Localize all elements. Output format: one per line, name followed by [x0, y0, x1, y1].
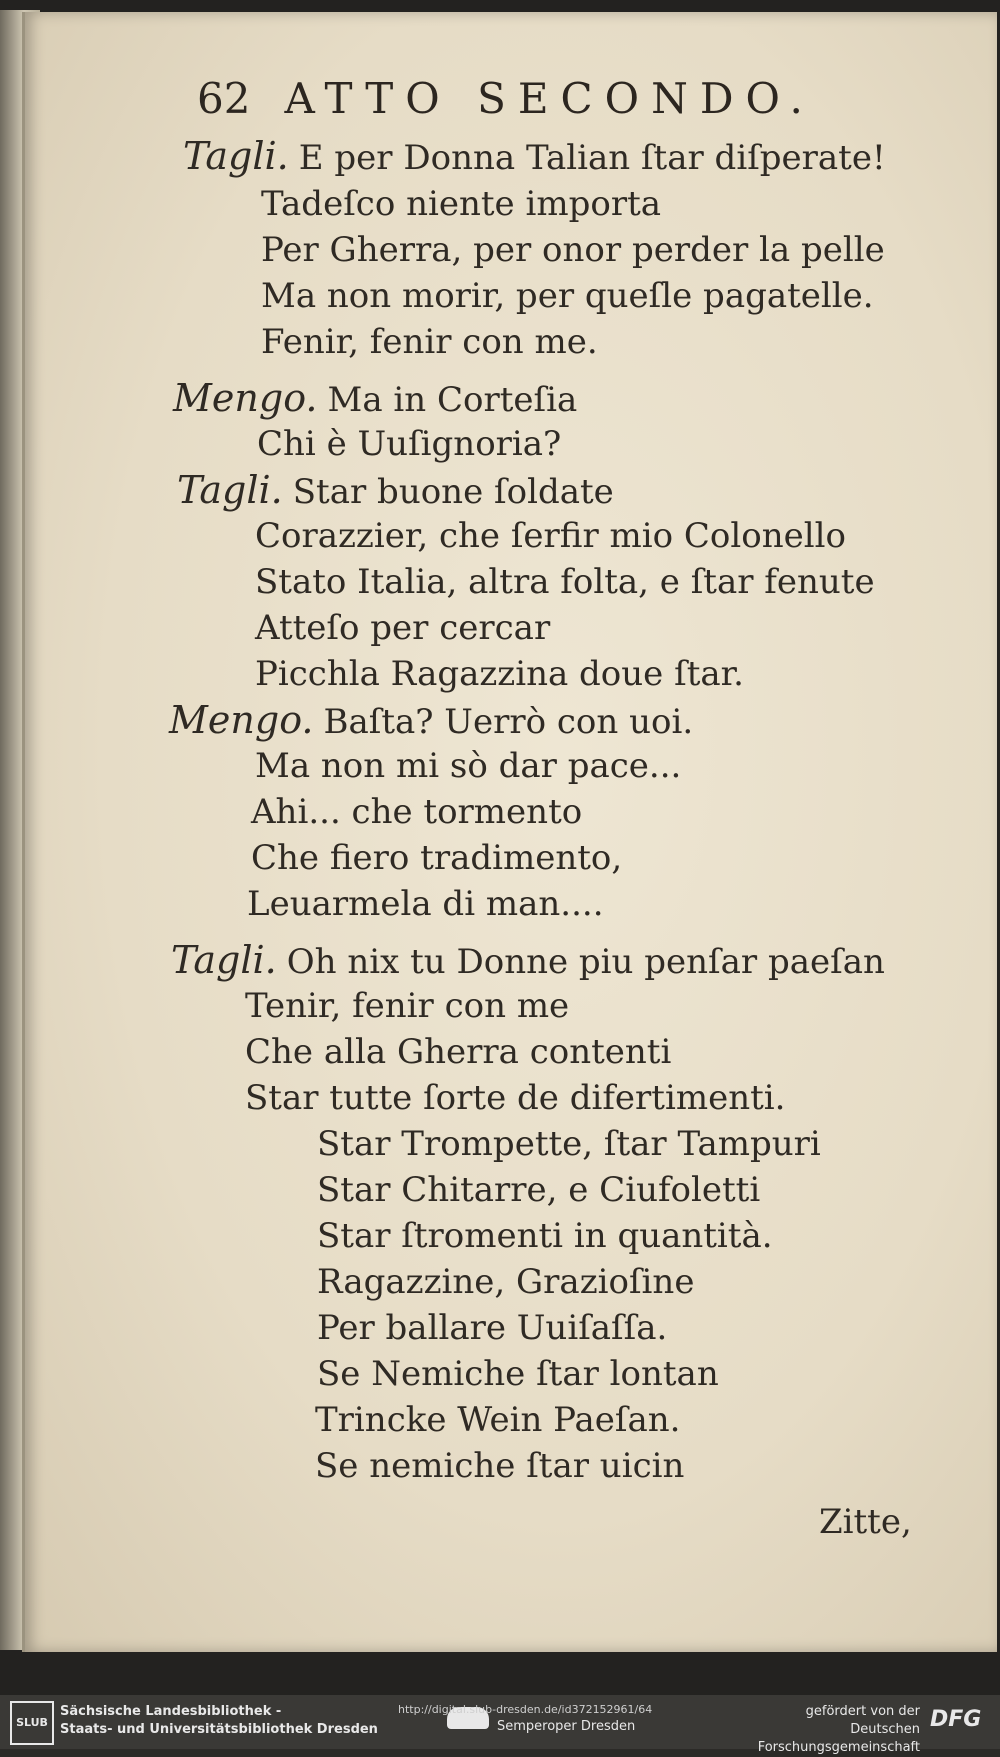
verse-text: Ahi... che tormento — [251, 792, 583, 832]
book-page — [22, 12, 997, 1652]
verse-text: Se nemiche ſtar uicin — [315, 1446, 685, 1486]
verse-text: Fenir, fenir con me. — [261, 322, 598, 362]
verse-text: Tadeſco niente importa — [261, 184, 662, 224]
verse-line — [255, 516, 846, 556]
verse-line — [317, 1216, 773, 1256]
verse-text: Trincke Wein Paeſan. — [315, 1400, 681, 1440]
verse-text: Che alla Gherra contenti — [245, 1032, 672, 1072]
verse-line — [173, 378, 577, 420]
dfg-logo: DFG — [930, 1707, 982, 1732]
footer-bar — [0, 1695, 1000, 1755]
verse-text: Star buone ſoldate — [292, 472, 614, 512]
page-number: 62 — [197, 74, 251, 123]
verse-line — [257, 424, 561, 464]
verse-line — [317, 1170, 760, 1210]
verse-text: Baſta? Uerrò con uoi. — [323, 702, 694, 742]
libretto-text — [25, 12, 997, 1652]
verse-text: Se Nemiche ſtar lontan — [317, 1354, 719, 1394]
verse-line — [177, 470, 614, 512]
verse-text: E per Donna Talian ſtar diſperate! — [298, 138, 886, 178]
verse-line — [255, 654, 744, 694]
verse-text: Ma non morir, per queſle pagatelle. — [261, 276, 874, 316]
verse-line — [261, 184, 661, 224]
verse-line — [317, 1354, 719, 1394]
verse-text: Stato Italia, altra folta, e ſtar fenute — [255, 562, 875, 602]
partner-name: Semperoper Dresden — [497, 1719, 636, 1734]
verse-text: Ma in Corteſia — [327, 380, 578, 420]
verse-text: Chi è Uuſignoria? — [257, 424, 562, 464]
verse-text: Che fiero tradimento, — [251, 838, 623, 878]
running-title: ATTO SECONDO. — [284, 74, 815, 123]
verse-line — [245, 1078, 785, 1118]
verse-text: Atteſo per cercar — [255, 608, 551, 648]
verse-text: Ragazzine, Grazioſine — [317, 1262, 695, 1302]
verse-text: Star Trompette, ſtar Tampuri — [317, 1124, 821, 1164]
speaker-name: Tagli. — [177, 468, 283, 512]
verse-line — [251, 838, 622, 878]
verse-line — [255, 608, 550, 648]
verse-line — [315, 1446, 684, 1486]
speaker-name: Mengo. — [169, 698, 314, 742]
verse-line — [317, 1124, 821, 1164]
verse-text: Tenir, fenir con me — [245, 986, 570, 1026]
verse-line — [261, 276, 874, 316]
verse-line — [317, 1308, 667, 1348]
verse-line — [247, 884, 604, 924]
speaker-name: Mengo. — [173, 376, 318, 420]
funding-line-1: gefördert von der — [805, 1704, 920, 1719]
library-name — [60, 1703, 378, 1739]
catchword: Zitte, — [819, 1502, 912, 1542]
verse-text: Per ballare Uuiſaſſa. — [317, 1308, 668, 1348]
verse-text: Ma non mi sò dar pace... — [255, 746, 682, 786]
verse-text: Star tutte ſorte de difertimenti. — [245, 1078, 786, 1118]
verse-line — [261, 322, 598, 362]
library-line-1: Sächsische Landesbibliothek - — [60, 1704, 282, 1719]
speaker-name: Tagli. — [171, 938, 277, 982]
verse-text: Corazzier, che ſerfir mio Colonello — [255, 516, 846, 556]
verse-line — [251, 792, 582, 832]
verse-text: Star Chitarre, e Ciufoletti — [317, 1170, 761, 1210]
verse-text: Leuarmela di man.... — [247, 884, 604, 924]
speaker-name: Tagli. — [183, 134, 289, 178]
library-line-2: Staats- und Universitätsbibliothek Dresden — [60, 1722, 378, 1737]
slub-logo: SLUB — [10, 1701, 54, 1745]
permalink-url[interactable]: http://digital.slub-dresden.de/id372152961/64 — [398, 1703, 653, 1716]
verse-text: Picchla Ragazzina doue ſtar. — [255, 654, 744, 694]
verse-line — [183, 136, 886, 178]
verse-line — [315, 1400, 680, 1440]
verse-line — [255, 746, 681, 786]
verse-text: Oh nix tu Donne piu penſar paeſan — [286, 942, 885, 982]
verse-line — [317, 1262, 694, 1302]
verse-line — [261, 230, 885, 270]
verse-line — [169, 700, 693, 742]
verse-line — [245, 1032, 671, 1072]
verse-line — [245, 986, 569, 1026]
verse-line — [255, 562, 875, 602]
verse-text: Per Gherra, per onor perder la pelle — [261, 230, 885, 270]
verse-text: Star ſtromenti in quantità. — [317, 1216, 773, 1256]
verse-line — [171, 940, 885, 982]
funding-line-2: Deutschen Forschungsgemeinschaft — [757, 1722, 920, 1755]
